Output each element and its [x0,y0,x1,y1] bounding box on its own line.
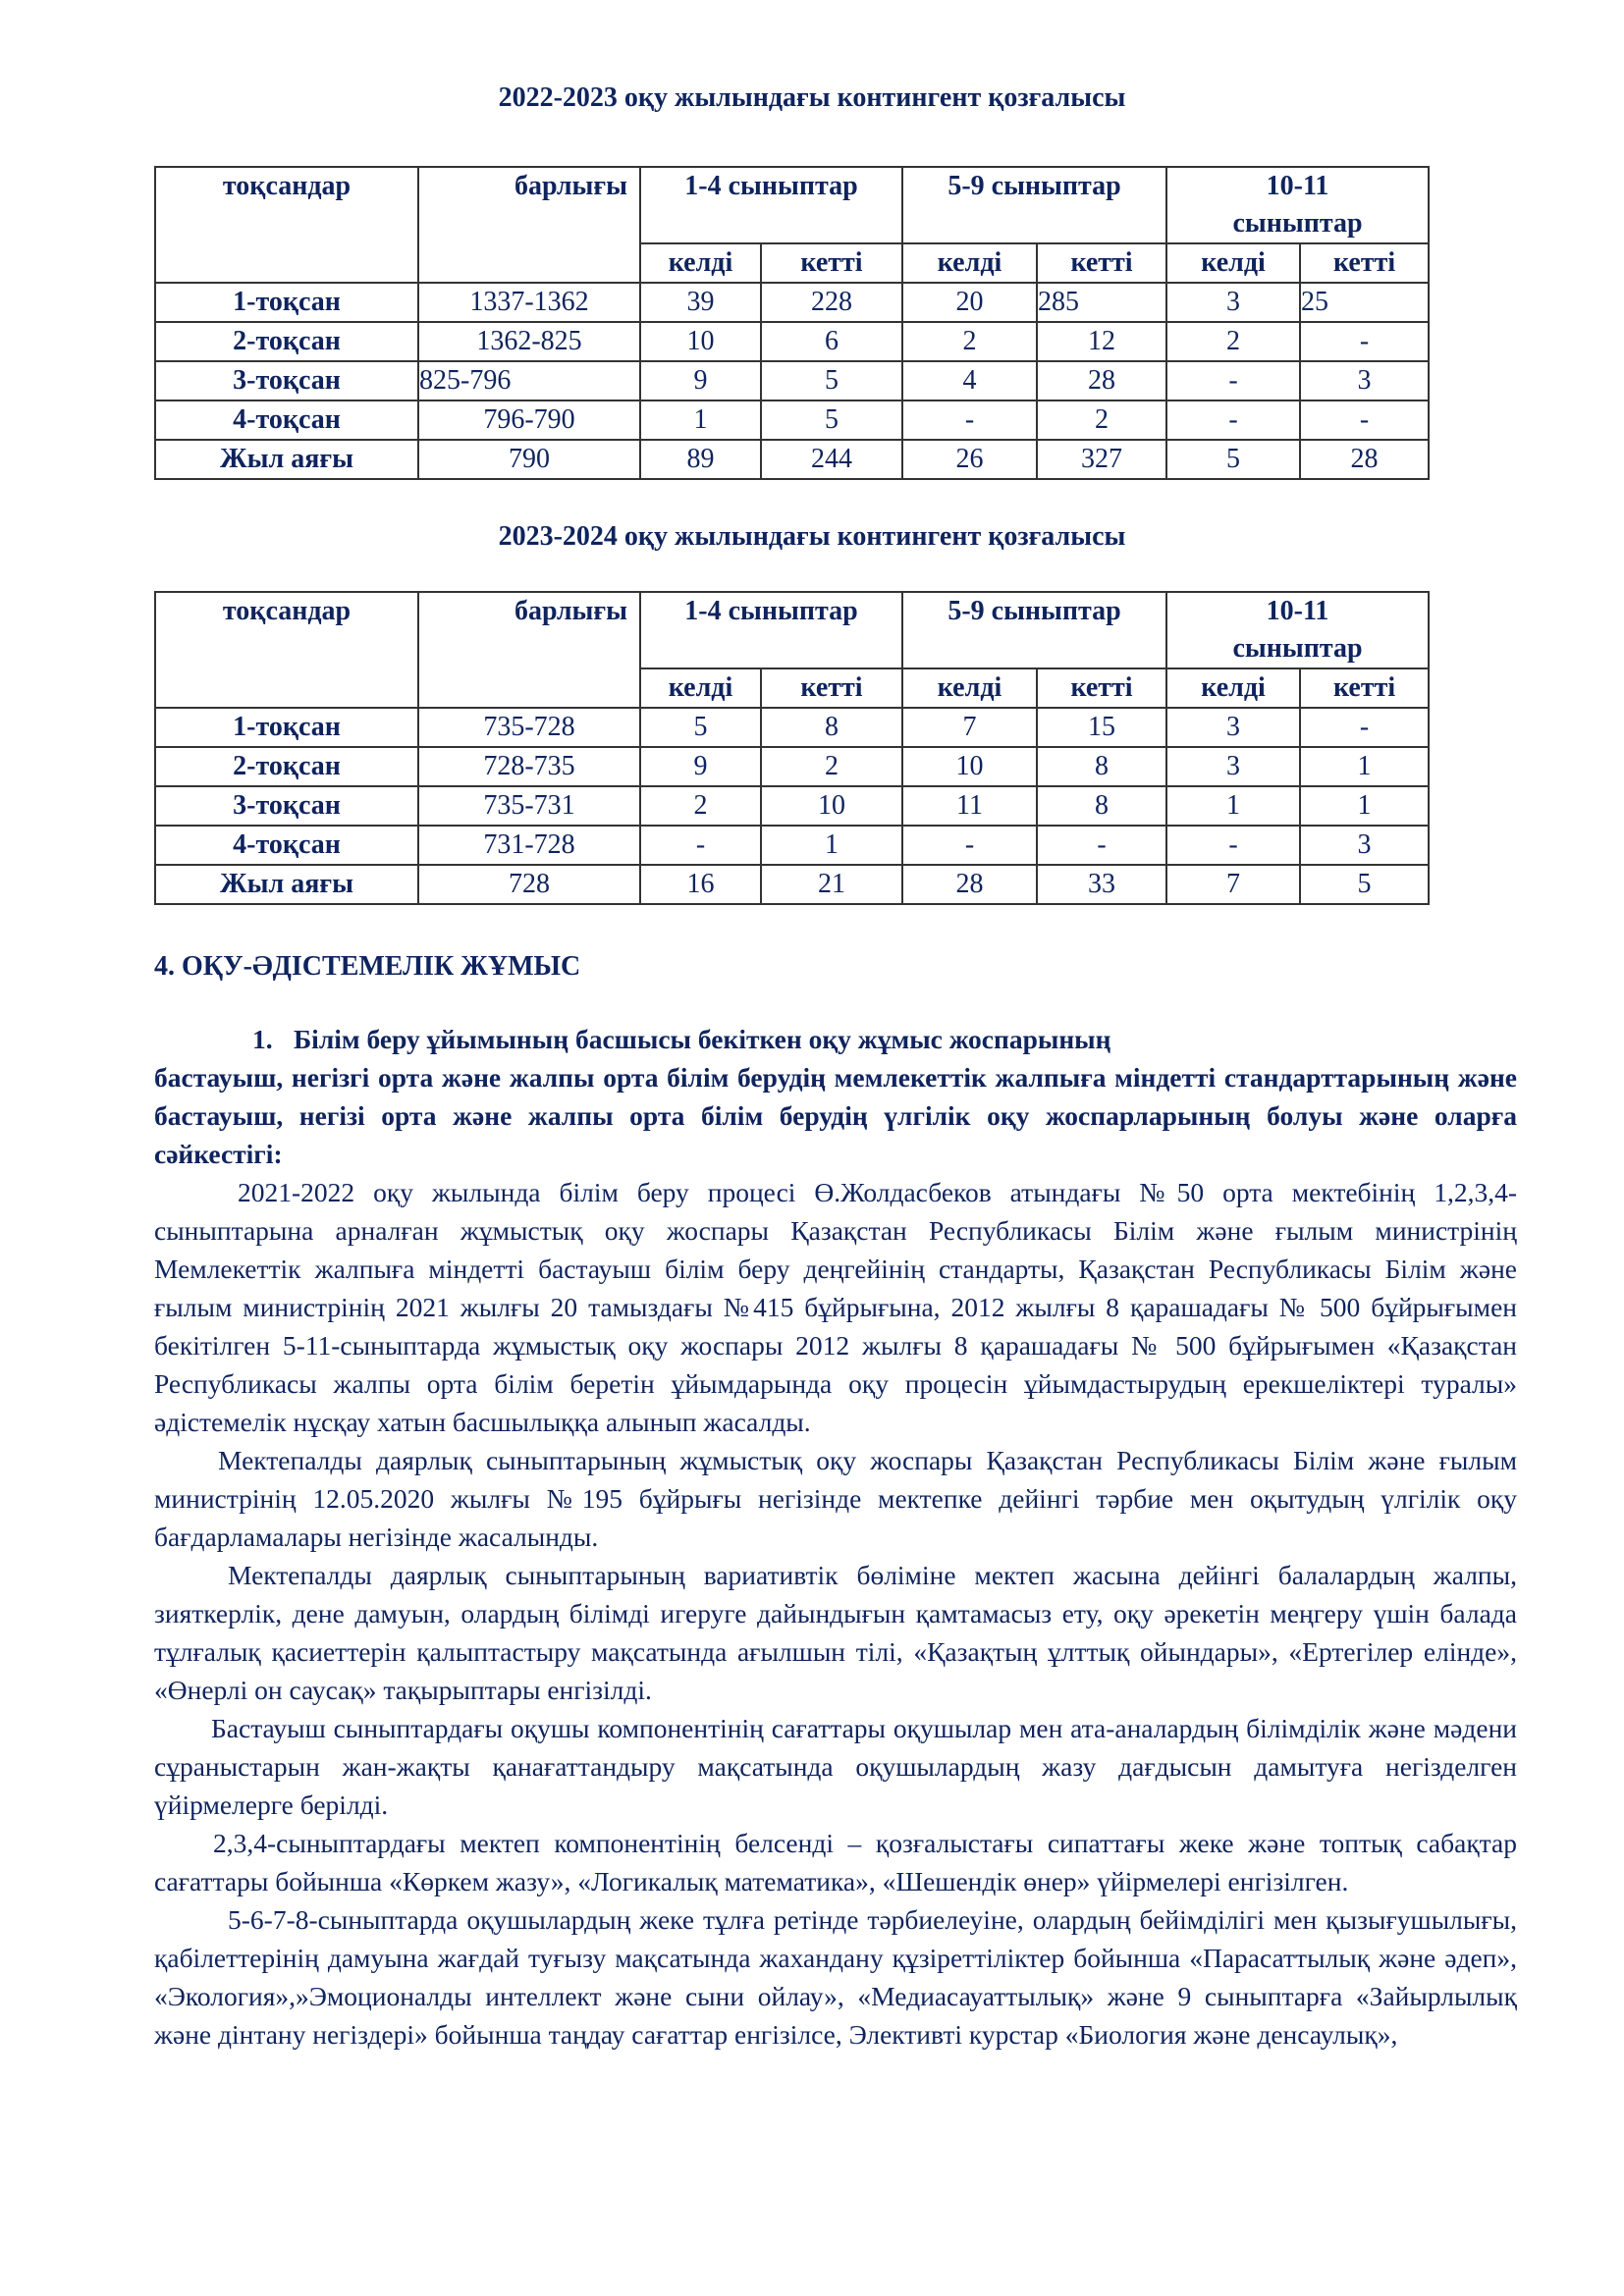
table-row [155,283,1429,322]
cell: 8 [1037,747,1166,786]
item-continuation: бастауыш, негізгі орта және жалпы орта білім берудің мемлекеттік жалпыға міндетті стандарттарының және бастауыш, негізі орта және жалпы орта білім берудің үлгілік оқу жоспарларының болуы және оларға сәйкестігі: [154,1062,1517,1169]
cell: 2 [902,322,1037,361]
cell: 7 [902,708,1037,747]
row-total: 796-790 [418,400,640,440]
subheader-left: кетті [1037,668,1166,708]
cell: 21 [761,865,902,904]
cell: 228 [761,283,902,322]
cell: 26 [902,440,1037,479]
cell: 5 [761,361,902,400]
cell: 33 [1037,865,1166,904]
row-total: 1362-825 [418,322,640,361]
cell: 3 [1166,283,1300,322]
table-1-title: 2022-2023 оқу жылындағы контингент қозғалысы [498,82,1126,113]
cell: 1 [1300,747,1429,786]
row-total: 728 [418,865,640,904]
cell: 25 [1300,283,1429,322]
cell: 3 [1166,747,1300,786]
cell: 5 [761,400,902,440]
subheader-left: кетті [1300,668,1429,708]
cell: 8 [761,708,902,747]
cell: - [1300,400,1429,440]
cell: - [1037,826,1166,865]
cell: - [902,400,1037,440]
cell: 4 [902,361,1037,400]
header-group-10-11-line1: 10-11 [1266,171,1329,201]
row-label: 3-тоқсан [155,786,418,826]
table-row [155,322,1429,361]
header-group-10-11-line2: сыныптар [1232,208,1363,239]
cell: 7 [1166,865,1300,904]
row-label: 4-тоқсан [155,400,418,440]
cell: 5 [1166,440,1300,479]
row-total: 825-796 [418,361,640,400]
cell: 1 [1300,786,1429,826]
numbered-item-1 [154,1020,1517,1173]
table-row [155,400,1429,440]
row-total: 735-731 [418,786,640,826]
paragraph: Мектепалды даярлық сыныптарының жұмыстық оқу жоспары Қазақстан Республикасы Білім және ғылым министрінің 12.05.2020 жылғы №195 бұйрығы негізінде мектепке дейінгі тәрбие мен оқытудың үлгілік оқу бағдарламалары негізінде жасалынды. [154,1445,1517,1552]
numbered-item-first-line [154,1020,1517,1058]
paragraph: 5-6-7-8-сыныптарда оқушылардың жеке тұлға ретінде тәрбиелеуіне, олардың бейімділігі мен қызығушылығы, қабілеттерінің дамуына жағдай туғызу мақсатында жахандану құзіреттіліктер бойынша «Парасаттылық және әдеп», «Экология»,»Эмоционалды интеллект және сыни ойлау», «Медиасауаттылық» және 9 сыныптарға «Зайырлылық және дінтану негіздері» бойынша таңдау сағаттар енгізілсе, Элективті курстар «Биология және денсаулық», [154,1904,1517,2050]
body-text [154,1173,1517,2054]
item-first-line-text: Білім беру ұйымының басшысы бекіткен оқу жұмыс жоспарының [294,1024,1111,1054]
header-group-5-9: 5-9 сыныптар [902,592,1166,668]
cell: 5 [1300,865,1429,904]
header-total: барлығы [418,167,640,283]
contingent-table-2022-2023 [154,166,1430,480]
paragraph: Бастауыш сыныптардағы оқушы компонентінің сағаттары оқушылар мен ата-аналардың білімділік және мәдени сұраныстарын жан-жақты қанағаттандыру мақсатында оқушылардың жазу дағдысын дамытуға негізделген үйірмелерге берілді. [154,1713,1517,1820]
cell: 28 [902,865,1037,904]
table-row [155,786,1429,826]
row-label: 1-тоқсан [155,708,418,747]
row-label: 4-тоқсан [155,826,418,865]
cell: - [1300,322,1429,361]
row-label: 2-тоқсан [155,322,418,361]
cell: 10 [902,747,1037,786]
cell: 28 [1037,361,1166,400]
cell: 2 [1037,400,1166,440]
cell: 20 [902,283,1037,322]
row-total: 1337-1362 [418,283,640,322]
table-header-row [155,167,1429,243]
row-total: 728-735 [418,747,640,786]
cell: 16 [640,865,761,904]
cell: 10 [640,322,761,361]
header-group-10-11-line1: 10-11 [1266,596,1329,626]
cell: 2 [640,786,761,826]
row-label: Жыл аяғы [155,440,418,479]
cell: 12 [1037,322,1166,361]
paragraph: 2021-2022 оқу жылында білім беру процесі Ө.Жолдасбеков атындағы №50 орта мектебінің 1,2,3,4-сыныптарына арналған жұмыстық оқу жоспары Қазақстан Республикасы Білім және ғылым министрінің Мемлекеттік жалпыға міндетті бастауыш білім беру деңгейінің стандарты, Қазақстан Республикасы Білім және ғылым министрінің 2021 жылғы 20 тамыздағы №415 бұйрығына, 2012 жылғы 8 қарашадағы № 500 бұйрығымен бекітілген 5-11-сыныптарда жұмыстық оқу жоспары 2012 жылғы 8 қарашадағы № 500 бұйрығымен «Қазақстан Республикасы жалпы орта білім беретін ұйымдарында оқу процесін ұйымдастырудың ерекшеліктері туралы» әдістемелік нұсқау хатын басшылыққа алынып жасалды. [154,1177,1517,1437]
cell: 10 [761,786,902,826]
cell: 3 [1166,708,1300,747]
subheader-left: кетті [761,668,902,708]
cell: - [1300,708,1429,747]
paragraph: Мектепалды даярлық сыныптарының вариативтік бөліміне мектеп жасына дейінгі балалардың жалпы, зияткерлік, дене дамуын, олардың білімді игеруге дайындығын қамтамасыз ету, оқу әрекетін меңгеру үшін балада тұлғалық қасиеттерін қалыптастыру мақсатында ағылшын тілі, «Қазақтың ұлттық ойындары», «Ертегілер елінде», «Өнерлі он саусақ» тақырыптары енгізілді. [154,1560,1517,1705]
cell: 5 [640,708,761,747]
header-total: барлығы [418,592,640,708]
header-group-10-11 [1166,167,1429,243]
subheader-left: кетті [761,243,902,283]
cell: 285 [1037,283,1166,322]
cell: 11 [902,786,1037,826]
cell: - [902,826,1037,865]
cell: 9 [640,361,761,400]
cell: 89 [640,440,761,479]
row-total: 735-728 [418,708,640,747]
cell: 1 [640,400,761,440]
subheader-arrived: келді [1166,668,1300,708]
header-group-1-4: 1-4 сыныптар [640,167,902,243]
cell: - [1166,400,1300,440]
header-group-5-9: 5-9 сыныптар [902,167,1166,243]
table-row [155,708,1429,747]
table-header-row [155,592,1429,668]
cell: 327 [1037,440,1166,479]
table-row [155,826,1429,865]
cell: 1 [761,826,902,865]
table-row-year-end [155,865,1429,904]
subheader-left: кетті [1037,243,1166,283]
cell: 3 [1300,826,1429,865]
row-label: Жыл аяғы [155,865,418,904]
paragraph: 2,3,4-сыныптардағы мектеп компонентінің белсенді – қозғалыстағы сипаттағы жеке және топтық сабақтар сағаттары бойынша «Көркем жазу», «Логикалық математика», «Шешендік өнер» үйірмелері енгізілген. [154,1828,1517,1896]
row-label: 1-тоқсан [155,283,418,322]
cell: 6 [761,322,902,361]
table-row-year-end [155,440,1429,479]
header-group-10-11-line2: сыныптар [1232,633,1363,664]
subheader-arrived: келді [640,668,761,708]
header-group-10-11 [1166,592,1429,668]
cell: 28 [1300,440,1429,479]
subheader-arrived: келді [640,243,761,283]
row-total: 731-728 [418,826,640,865]
cell: 1 [1166,786,1300,826]
cell: - [1166,826,1300,865]
cell: 39 [640,283,761,322]
row-total: 790 [418,440,640,479]
table-row [155,361,1429,400]
item-number: 1. [252,1024,273,1054]
row-label: 2-тоқсан [155,747,418,786]
cell: 9 [640,747,761,786]
cell: - [1166,361,1300,400]
cell: 244 [761,440,902,479]
cell: 15 [1037,708,1166,747]
section-heading: 4. ОҚУ-ӘДІСТЕМЕЛІК ЖҰМЫС [154,951,581,982]
subheader-arrived: келді [1166,243,1300,283]
subheader-arrived: келді [902,668,1037,708]
header-quarters: тоқсандар [155,167,418,283]
header-group-1-4: 1-4 сыныптар [640,592,902,668]
header-quarters: тоқсандар [155,592,418,708]
cell: 2 [761,747,902,786]
table-2-title: 2023-2024 оқу жылындағы контингент қозғалысы [498,521,1126,552]
table-row [155,747,1429,786]
subheader-arrived: келді [902,243,1037,283]
cell: - [640,826,761,865]
cell: 2 [1166,322,1300,361]
cell: 3 [1300,361,1429,400]
row-label: 3-тоқсан [155,361,418,400]
subheader-left: кетті [1300,243,1429,283]
contingent-table-2023-2024 [154,591,1430,905]
cell: 8 [1037,786,1166,826]
